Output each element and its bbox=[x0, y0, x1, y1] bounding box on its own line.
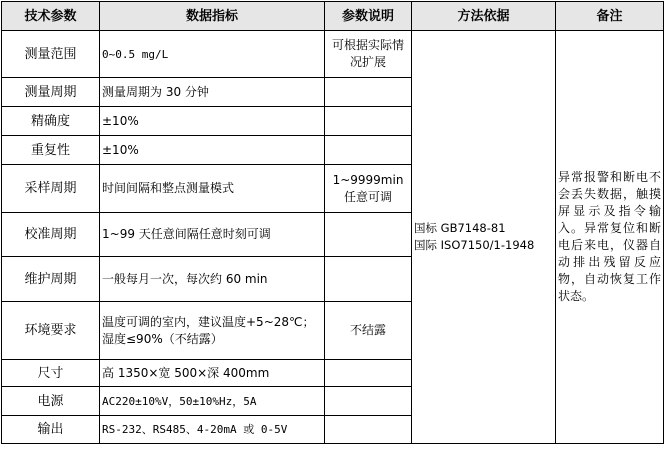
row-spec: 测量周期为 30 分钟 bbox=[100, 78, 325, 107]
row-note bbox=[325, 360, 412, 387]
header-row bbox=[2, 2, 664, 31]
row-spec: 0~0.5 mg/L bbox=[100, 31, 325, 78]
remark-cell: 异常报警和断电不会丢失数据，触摸屏显示及指令输入。异常复位和断电后来电，仪器自动排出残留反应物，自动恢复工作状态。 bbox=[556, 31, 664, 444]
row-note: 可根据实际情况扩展 bbox=[325, 31, 412, 78]
row-param: 输出 bbox=[2, 416, 100, 444]
row-spec: RS-232、RS485、4-20mA 或 0-5V bbox=[100, 416, 325, 444]
row-param: 环境要求 bbox=[2, 302, 100, 360]
header-spec: 数据指标 bbox=[100, 2, 325, 31]
row-spec: 时间间隔和整点测量模式 bbox=[100, 165, 325, 213]
row-note: 不结露 bbox=[325, 302, 412, 360]
header-note: 参数说明 bbox=[325, 2, 412, 31]
header-remark: 备注 bbox=[556, 2, 664, 31]
row-note bbox=[325, 107, 412, 136]
method-line: 国际 ISO7150/1-1948 bbox=[414, 238, 535, 252]
method-line: 国标 GB7148-81 bbox=[414, 221, 506, 235]
row-param: 采样周期 bbox=[2, 165, 100, 213]
row-spec: AC220±10%V，50±10%Hz，5A bbox=[100, 387, 325, 416]
method-cell bbox=[412, 31, 556, 444]
header-param: 技术参数 bbox=[2, 2, 100, 31]
row-note bbox=[325, 257, 412, 302]
row-param: 测量周期 bbox=[2, 78, 100, 107]
table-row bbox=[2, 31, 664, 78]
row-spec: ±10% bbox=[100, 136, 325, 165]
row-param: 尺寸 bbox=[2, 360, 100, 387]
row-spec: 温度可调的室内，建议温度+5~28℃；湿度≤90%（不结露） bbox=[100, 302, 325, 360]
header-method: 方法依据 bbox=[412, 2, 556, 31]
row-spec: 一般每月一次，每次约 60 min bbox=[100, 257, 325, 302]
row-note bbox=[325, 136, 412, 165]
row-param: 校准周期 bbox=[2, 213, 100, 257]
row-param: 重复性 bbox=[2, 136, 100, 165]
row-note bbox=[325, 387, 412, 416]
row-note: 1~9999min 任意可调 bbox=[325, 165, 412, 213]
spec-table bbox=[1, 1, 664, 444]
row-param: 精确度 bbox=[2, 107, 100, 136]
row-param: 电源 bbox=[2, 387, 100, 416]
row-note bbox=[325, 213, 412, 257]
row-spec: 高 1350×宽 500×深 400mm bbox=[100, 360, 325, 387]
row-note bbox=[325, 416, 412, 444]
row-param: 测量范围 bbox=[2, 31, 100, 78]
row-param: 维护周期 bbox=[2, 257, 100, 302]
row-note bbox=[325, 78, 412, 107]
row-spec: ±10% bbox=[100, 107, 325, 136]
row-spec: 1~99 天任意间隔任意时刻可调 bbox=[100, 213, 325, 257]
